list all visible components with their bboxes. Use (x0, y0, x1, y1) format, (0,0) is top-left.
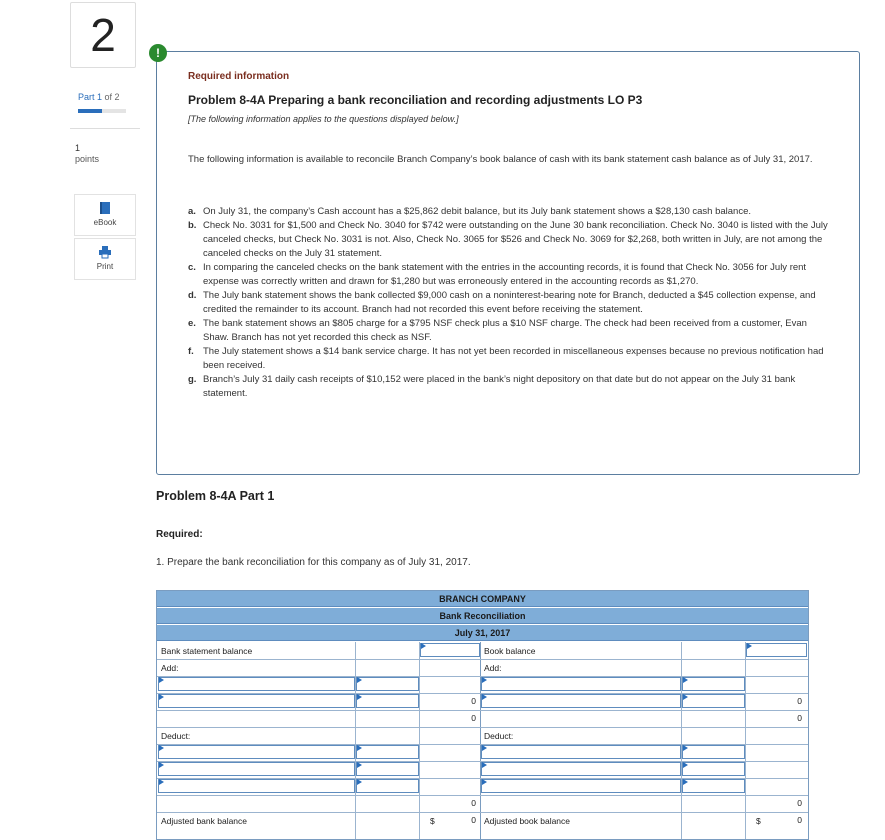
bank-deduct-amount-input[interactable] (356, 779, 419, 793)
instruction-text: 1. Prepare the bank reconciliation for this company as of July 31, 2017. (156, 557, 471, 568)
book-currency-symbol: $ (756, 816, 761, 826)
bank-deduct-total: 0 (471, 798, 476, 808)
input-marker-icon (159, 694, 164, 700)
input-marker-icon (683, 694, 688, 700)
bank-add-total: 0 (471, 696, 476, 706)
column-divider (681, 642, 682, 839)
part-of-label: of 2 (104, 92, 120, 102)
book-balance-input[interactable] (746, 643, 807, 657)
input-marker-icon (482, 779, 487, 785)
column-divider (419, 642, 420, 839)
book-balance-label: Book balance (484, 646, 536, 656)
input-marker-icon (421, 643, 426, 649)
list-item: a. On July 31, the company’s Cash account has a $25,862 debit balance, but its July bank statement shows a $28,130 cash balance. (188, 206, 752, 217)
ebook-label: eBook (93, 218, 117, 227)
row-divider (157, 659, 808, 660)
book-subtotal: 0 (797, 713, 802, 723)
adjusted-book-balance-label: Adjusted book balance (484, 816, 571, 826)
bank-deduct-description-input[interactable] (158, 762, 355, 776)
alert-icon: ! (149, 44, 167, 62)
ebook-icon (98, 201, 112, 215)
row-divider (157, 795, 808, 796)
input-marker-icon (159, 762, 164, 768)
column-divider (355, 642, 356, 839)
part-title: Problem 8-4A Part 1 (156, 489, 275, 503)
input-marker-icon (357, 762, 362, 768)
problem-title: Problem 8-4A Preparing a bank reconciliation and recording adjustments LO P3 (188, 93, 643, 107)
bank-add-amount-input[interactable] (356, 677, 419, 691)
print-icon (98, 245, 112, 259)
input-marker-icon (357, 779, 362, 785)
book-deduct-amount-input[interactable] (682, 779, 745, 793)
list-item: c. In comparing the canceled checks on the bank statement with the entries in the accounting records, it is found that Check No. 3056 for July rent expense was correctly written and drawn for $1,280 but was erroneously entered in the accounting records as $1,270. (188, 262, 807, 287)
bank-subtotal: 0 (471, 713, 476, 723)
bank-add-label: Add: (161, 663, 179, 673)
part-progress-bar (78, 109, 126, 113)
bank-add-amount-input[interactable] (356, 694, 419, 708)
book-add-amount-input[interactable] (682, 694, 745, 708)
part-progress-fill (78, 109, 102, 113)
book-deduct-description-input[interactable] (481, 779, 681, 793)
required-information-heading: Required information (188, 71, 290, 82)
input-marker-icon (683, 779, 688, 785)
input-marker-icon (159, 779, 164, 785)
input-marker-icon (482, 745, 487, 751)
adjusted-book-balance-value: 0 (797, 815, 802, 825)
adjusted-bank-balance-value: 0 (471, 815, 476, 825)
book-add-amount-input[interactable] (682, 677, 745, 691)
points-label: points (75, 154, 100, 164)
input-marker-icon (482, 694, 487, 700)
question-number: 2 (70, 2, 136, 68)
book-add-label: Add: (484, 663, 502, 673)
divider (70, 128, 140, 129)
applies-note: [The following information applies to the questions displayed below.] (188, 114, 459, 124)
bank-add-description-input[interactable] (158, 677, 355, 691)
book-deduct-description-input[interactable] (481, 745, 681, 759)
list-item: g. Branch’s July 31 daily cash receipts of $10,152 were placed in the bank’s night depository on that date but do not appear on the July 31 bank statement. (188, 374, 796, 399)
information-list (188, 205, 833, 401)
list-item: e. The bank statement shows an $805 charge for a $795 NSF check plus a $10 NSF charge. The check had been received from a customer, Evan Shaw. Branch has not yet recorded this check as NSF. (188, 318, 807, 343)
column-divider (480, 642, 481, 839)
input-marker-icon (357, 694, 362, 700)
header-date: July 31, 2017 (157, 625, 808, 641)
bank-deduct-amount-input[interactable] (356, 745, 419, 759)
bank-deduct-amount-input[interactable] (356, 762, 419, 776)
input-marker-icon (683, 745, 688, 751)
input-marker-icon (357, 745, 362, 751)
input-marker-icon (683, 762, 688, 768)
input-marker-icon (482, 762, 487, 768)
list-item: f. The July statement shows a $14 bank service charge. It has not yet been recorded in miscellaneous expenses because no previous notification had been received. (188, 346, 824, 371)
ebook-button[interactable] (74, 194, 136, 236)
column-divider (745, 642, 746, 839)
row-divider (157, 710, 808, 711)
input-marker-icon (357, 677, 362, 683)
bank-balance-input[interactable] (420, 643, 480, 657)
adjusted-bank-balance-label: Adjusted bank balance (161, 816, 248, 826)
bank-deduct-description-input[interactable] (158, 779, 355, 793)
book-add-description-input[interactable] (481, 694, 681, 708)
bank-statement-balance-label: Bank statement balance (161, 646, 253, 656)
book-add-total: 0 (797, 696, 802, 706)
print-button[interactable] (74, 238, 136, 280)
print-label: Print (96, 262, 114, 271)
part-indicator (78, 92, 120, 102)
list-item: d. The July bank statement shows the bank collected $9,000 cash on a noninterest-bearing note for Branch, deducted a $45 collection expense, and credited the remainder to its account. Branch had not recorded this event before receiving the statement. (188, 290, 816, 315)
book-deduct-label: Deduct: (484, 731, 514, 741)
row-divider (157, 812, 808, 813)
bank-add-description-input[interactable] (158, 694, 355, 708)
input-marker-icon (482, 677, 487, 683)
header-company: BRANCH COMPANY (157, 591, 808, 607)
required-label: Required: (156, 529, 203, 540)
book-deduct-amount-input[interactable] (682, 762, 745, 776)
book-deduct-amount-input[interactable] (682, 745, 745, 759)
input-marker-icon (159, 745, 164, 751)
bank-currency-symbol: $ (430, 816, 435, 826)
book-deduct-total: 0 (797, 798, 802, 808)
row-divider (157, 727, 808, 728)
header-report: Bank Reconciliation (157, 608, 808, 624)
input-marker-icon (159, 677, 164, 683)
part-label: Part 1 (78, 92, 103, 102)
book-deduct-description-input[interactable] (481, 762, 681, 776)
points-value: 1 (75, 143, 81, 153)
bank-deduct-label: Deduct: (161, 731, 191, 741)
list-item: b. Check No. 3031 for $1,500 and Check No. 3040 for $742 were outstanding on the June 30 bank reconciliation. Check No. 3040 is listed with the July canceled checks, but Check No. 3031 is not. Also, Check No. 3065 for $526 and Check No. 3069 for $2,268, both written in July, are not among the canceled checks on the July 31 statement. (188, 220, 828, 259)
input-marker-icon (747, 643, 752, 649)
bank-deduct-description-input[interactable] (158, 745, 355, 759)
book-add-description-input[interactable] (481, 677, 681, 691)
intro-text: The following information is available to reconcile Branch Company’s book balance of cash with its bank statement cash balance as of July 31, 2017. (188, 154, 813, 165)
input-marker-icon (683, 677, 688, 683)
